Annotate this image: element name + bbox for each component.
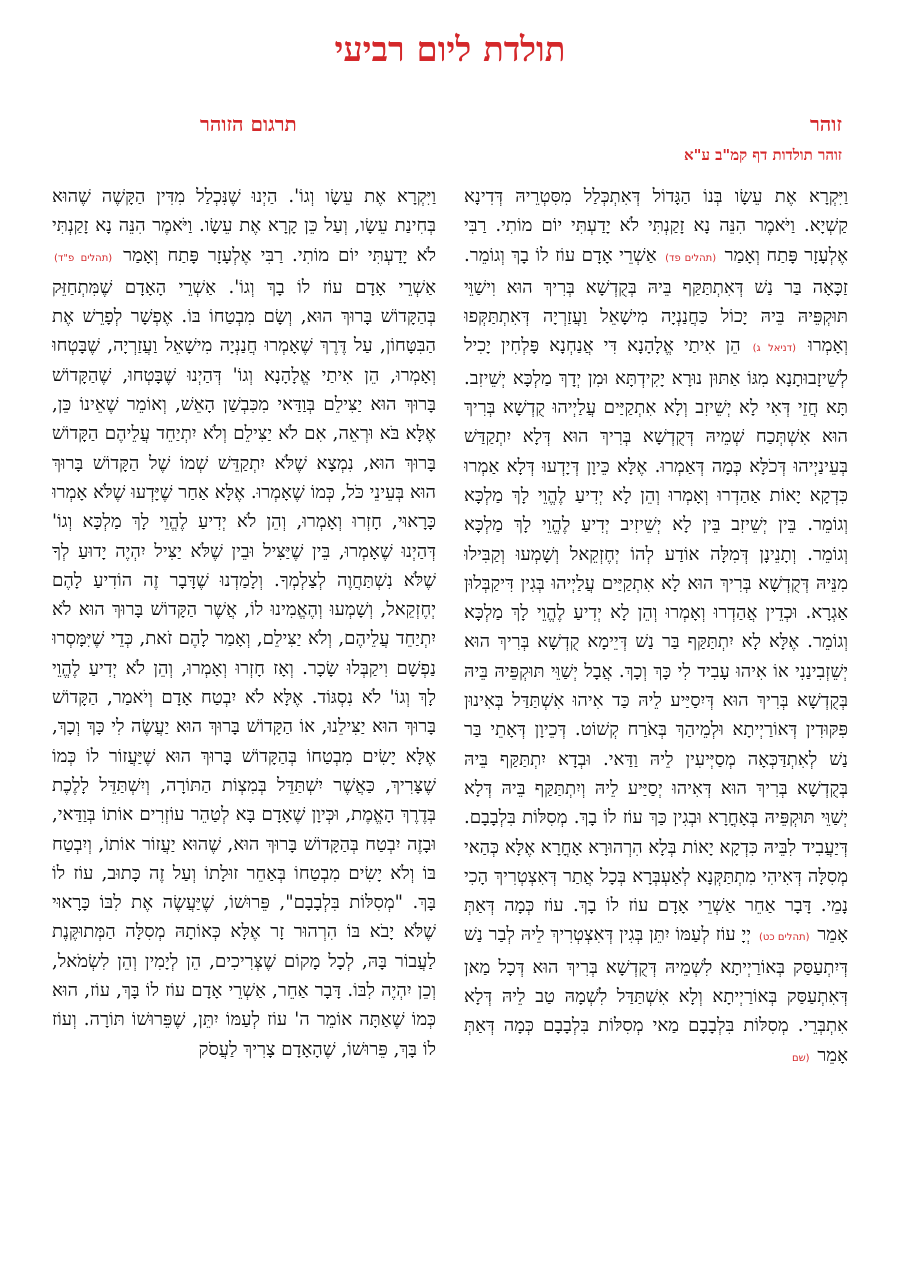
citation-reference: (דניאל ג) [752, 343, 797, 355]
text-segment: אַשְׁרֵי אָדָם עוֹז לוֹ בָךְ וְגוֹמֵר. זַכָּאָה בַּר נַשׁ דְּאִתְתַּקַּף בֵּיהּ בְּקֻדְשָׁא בְּרִיךְ הוּא וִישַׁוֵּי תּוּקְפֵּיהּ בֵּיהּ יָכוֹל כַּחֲנַנְיָה מִישָׁאֵל וַעֲזַרְיָה דְּאִתְתַּקְּפוּ וְאָמְרוּ [464, 244, 848, 357]
source-reference: זוהר תולדות דף קמ"ב ע"א [684, 146, 842, 164]
translation-heading: תרגום הזוהר [200, 112, 297, 136]
citation-reference: (תהלים כט) [758, 932, 810, 944]
text-segment: הֵן אִיתַי אֱלָהָנָא דִּי אֲנַחְנָא פָּלְחִין יָכִיל לְשֵׁיזָבוּתָנָא מִגּוֹ אַתּוּן נוּרָא יָקִידְתָּא וּמִן יְדָךְ מַלְכָּא יְשֵׁיזִב. תָּא חֲזֵי דְּאִי לָא יְשֵׁיזִב וְלָא אִתְקַיַּים עֲלַיְיהוּ קֻדְשָׁא בְּרִיךְ הוּא אִשְׁתְּכַח שְׁמֵיהּ דְּקֻדְשָׁא בְּרִיךְ הוּא דְּלָא יִתְקַדַּשׁ בְּעֵינַיְיהוּ דְּכֹלָּא כְּמָה דְּאַמְרוּ. אֶלָּא כֵּיוָן דְּיָדְעוּ דְּלָא אַמְרוּ כִּדְקָא יָאוֹת אַהַדְרוּ וְאָמְרוּ וְהֵן לָא יְדִיעַ לֶהֱוֵי לָךְ מַלְכָּא וְגוֹמֵר. בֵּין יְשֵׁיזִב בֵּין לָא יְשֵׁיזִיב יְדִיעַ לֶהֱוֵי לָךְ מַלְכָּא וְגוֹמֵר. וְתָנֵינָן דְּמִלָּה אוֹדַע לְהוֹ יְחֶזְקֵאל וְשָׁמְעוּ וְקַבִּילוּ מִנֵּיהּ דְּקֻדְשָׁא בְּרִיךְ הוּא לָא אִתְקַיַּים עֲלַיְיהוּ בְּגִין דִּיקַבְּלוּן אַגְרָא. וּכְדֵין אֲהַדְרוּ וְאָמְרוּ וְהֵן לָא יְדִיעַ לֶהֱוֵי לָךְ מַלְכָּא וְגוֹמֵר. אֶלָּא לָא יִתְתַּקַּף בַּר נַשׁ דְּיֵימָא קֻדְשָׁא בְּרִיךְ הוּא יְשֵׁזְבִינַנִי אוֹ אִיהוּ עָבִיד לִי כָּךְ וְכָךְ. אֲבָל יְשַׁוֵּי תּוּקְפֵּיהּ בֵּיהּ בְּקֻדְשָׁא בְּרִיךְ הוּא דְּיִסַיַּיע לֵיהּ כַּד אִיהוּ אִשְׁתַּדַּל בְּאִינוּן פִּקּוּדִין דְּאוֹרַיְיתָא וּלְמֵיהַךְ בְּאֹרַח קְשׁוֹט. דְּכֵיוָן דְּאָתֵי בַּר נַשׁ לְאִתְדַּכְּאָה מְסַיְּיעִין לֵיהּ וַדַּאי. וּבְדָא יִתְתַּקַּף בֵּיהּ בְּקֻדְשָׁא בְּרִיךְ הוּא דְּאִיהוּ יְסַיַּיע לֵיהּ וְיִתְתַּקַּף בֵּיהּ דְּלָא יְשַׁוֵּי תּוּקְפֵּיהּ בְּאָחֳרָא וּבְגִין כַּךְ עוֹז לוֹ בָךְ. מְסִלּוֹת בִּלְבָבָם. דְּיַעֲבִיד לִבֵּיהּ כִּדְקָא יָאוֹת בְּלָא הִרְהוּרָא אָחֳרָא אֶלָּא כְּהַאי מְסִלָּה דְּאִיהִי מִתְתַּקְּנָא לְאַעְבְּרָא בְּכָל אֲתַר דְּאִצְטְרִיךְ הָכִי נָמֵי. דָּבָר אַחֵר אַשְׁרֵי אָדָם עוֹז לוֹ בָךְ. עוֹז כְּמָה דְּאַתְּ אָמֵר [464, 335, 848, 946]
zohar-text-column [464, 182, 848, 1252]
zohar-heading: זוהר [809, 112, 842, 136]
citation-reference: (תהלים פד) [665, 252, 717, 264]
citation-reference: (שם [791, 1052, 810, 1064]
text-segment: יְיָ עוֹז לְעַמּוֹ יִתֵּן בְּגִין דְּאִצְטְרִיךְ לֵיהּ לְבַר נַשׁ דְּיִתְעַסַּק בְּאוֹרַיְיתָא לִשְׁמֵיהּ דְּקֻדְשָׁא בְּרִיךְ הוּא דְּכָל מַאן דְּאִתְעַסַּק בְּאוֹרַיְיתָא וְלָא אִשְׁתַּדַּל לִשְׁמָהּ טַב לֵיהּ דְּלָא אִתְבְּרֵי. מְסִלּוֹת בִּלְבָבָם מַאי מְסִלּוֹת בִּלְבָבָם כְּמָה דְּאַתְּ אָמֵר [464, 924, 848, 1066]
text-segment: וַיִּקְרָא אֶת עֵשָׂו וְגוֹ'. הַיְנוּ שֶׁנִּכְלַל מִדִּין הַקָּשֶׁה שֶׁהוּא בְּחִינַת עֵשָׂו, וְעַל כֵּן קָרָא אֶת עֵשָׂו. וַיֹּאמֶר הִנֵּה נָא זָקַנְתִּי לֹא יָדַעְתִּי יוֹם מוֹתִי. רַבִּי אֶלְעָזָר פָּתַח וְאָמַר [52, 186, 436, 266]
zohar-body-text [464, 182, 848, 1073]
text-segment: אַשְׁרֵי אָדָם עוֹז לוֹ בָךְ וְגוֹ'. אַשְׁרֵי הָאָדָם שֶׁמִּתְחַזֵּק בְּהַקָּדוֹשׁ בָּרוּךְ הוּא, וְשָׂם מִבְטַחוֹ בּוֹ. אֶפְשָׁר לְפָרֵשׁ אֶת הַבִּטָּחוֹן, עַל דֶּרֶךְ שֶׁאָמְרוּ חֲנַנְיָה מִישָׁאֵל וַעֲזַרְיָה, שֶׁבָּטְחוּ וְאָמְרוּ, הֵן אִיתַי אֱלָהָנָא וְגוֹ' דְּהַיְנוּ שֶׁבָּטְחוּ, שֶׁהַקָּדוֹשׁ בָּרוּךְ הוּא יַצִּילֵם בְּוַדַּאי מִכִּבְשַׁן הָאֵשׁ, וְאוֹמֵר שֶׁאֵינוֹ כֵּן, אֶלָּא בֹּא וּרְאֵה, אִם לֹא יַצִּילֵם וְלֹא יִתְיַחֵד עֲלֵיהֶם הַקָּדוֹשׁ בָּרוּךְ הוּא, נִמְצָא שֶׁלֹּא יִתְקַדֵּשׁ שְׁמוֹ שֶׁל הַקָּדוֹשׁ בָּרוּךְ הוּא בְּעֵינֵי כֹּל, כְּמוֹ שֶׁאָמְרוּ. אֶלָּא אַחַר שֶׁיָּדְעוּ שֶׁלֹּא אָמְרוּ כָּרָאוּי, חָזְרוּ וְאָמְרוּ, וְהֵן לֹא יְדִיעַ לֶהֱוֵי לָךְ מַלְכָּא וְגוֹ' דְּהַיְנוּ שֶׁאָמְרוּ, בֵּין שֶׁיַּצִּיל וּבֵין שֶׁלֹּא יַצִּיל יִהְיֶה יָדוּעַ לְךָ שֶׁלֹּא נִשְׁתַּחֲוֶה לְצַלְמְךָ. וְלָמַדְנוּ שֶׁדָּבָר זֶה הוֹדִיעַ לָהֶם יְחֶזְקֵאל, וְשָׁמְעוּ וְהֶאֱמִינוּ לוֹ, אֲשֶׁר הַקָּדוֹשׁ בָּרוּךְ הוּא לֹא יִתְיַחֵד עֲלֵיהֶם, וְלֹא יַצִּילֵם, וְאָמַר לָהֶם זֹאת, כְּדֵי שֶׁיִּמָּסְרוּ נַפְשָׁם וִיקַבְּלוּ שָׂכָר. וְאָז חָזְרוּ וְאָמְרוּ, וְהֵן לֹא יְדִיעַ לֶהֱוֵי לָךְ וְגוֹ' לֹא נִסְגּוֹד. אֶלָּא לֹא יִבְטַח אָדָם וְיֹאמַר, הַקָּדוֹשׁ בָּרוּךְ הוּא יַצִּילֵנוּ, אוֹ הַקָּדוֹשׁ בָּרוּךְ הוּא יַעֲשֶׂה לִי כָּךְ וְכָךְ, אֶלָּא יָשִׂים מִבְטַחוֹ בְּהַקָּדוֹשׁ בָּרוּךְ הוּא שֶׁיַּעֲזוֹר לוֹ כְּמוֹ שֶׁצָּרִיךְ, כַּאֲשֶׁר יִשְׁתַּדֵּל בְּמִצְוֹת הַתּוֹרָה, וְיִשְׁתַּדֵּל לָלֶכֶת בְּדֶרֶךְ הָאֱמֶת, וּכְּיוָן שֶׁאָדָם בָּא לְטַהֵר עוֹזְרִים אוֹתוֹ בְּוַדַּאי, וּבָזֶה יִבְטַח בְּהַקָּדוֹשׁ בָּרוּךְ הוּא, שֶׁהוּא יַעֲזוֹר אוֹתוֹ, וְיִבְטַח בּוֹ וְלֹא יָשִׂים מִבְטַחוֹ בְּאַחֵר זוּלָתוֹ וְעַל זֶה כָּתוּב, עוֹז לוֹ בָּךְ. "מְסִלּוֹת בִּלְבָבָם", פֵּרוּשׁוֹ, שֶׁיַּעֲשֶׂה אֶת לִבּוֹ כָּרָאוּי שֶׁלֹּא יָבֹא בּוֹ הִרְהוּר זָר אֶלָּא כְּאוֹתָהּ מְסִלָּה הַמְּתוּקֶּנֶת לַעֲבוֹר בָּהּ, לְכָל מָקוֹם שֶׁצְּרִיכִים, הֵן לְיָמִין וְהֵן לִשְׂמֹאל, וְכֵן יִהְיֶה לִבּוֹ. דָּבָר אַחֵר, אַשְׁרֵי אָדָם עוֹז לוֹ בָּךְ, עוֹז, הוּא כְּמוֹ שֶׁאַתָּה אוֹמֵר ה' עוֹז לְעַמּוֹ יִתֵּן, שֶׁפֵּרוּשׁוֹ תּוֹרָה. וְעוֹז לוֹ בָּךְ, פֵּרוּשׁוֹ, שֶׁהָאָדָם צָרִיךְ לַעֲסֹק [52, 276, 436, 1060]
translation-text-column [52, 182, 436, 1252]
citation-reference: (תהלים פ"ד) [54, 252, 113, 264]
text-segment: וַיִּקְרָא אֶת עֵשָׂו בְּנוֹ הַגָּדוֹל דְּאִתְכְּלַל מִסִּטְרֵיהּ דְּדִינָא קַשְׁיָא. וַיֹּאמֶר הִנֵּה נָא זָקַנְתִּי לֹא יָדַעְתִּי יוֹם מוֹתִי. רַבִּי אֶלְעָזָר פָּתַח וְאָמַר [464, 186, 848, 266]
page-title: תולדת ליום רביעי [334, 30, 566, 70]
translation-body-text [52, 182, 436, 1064]
